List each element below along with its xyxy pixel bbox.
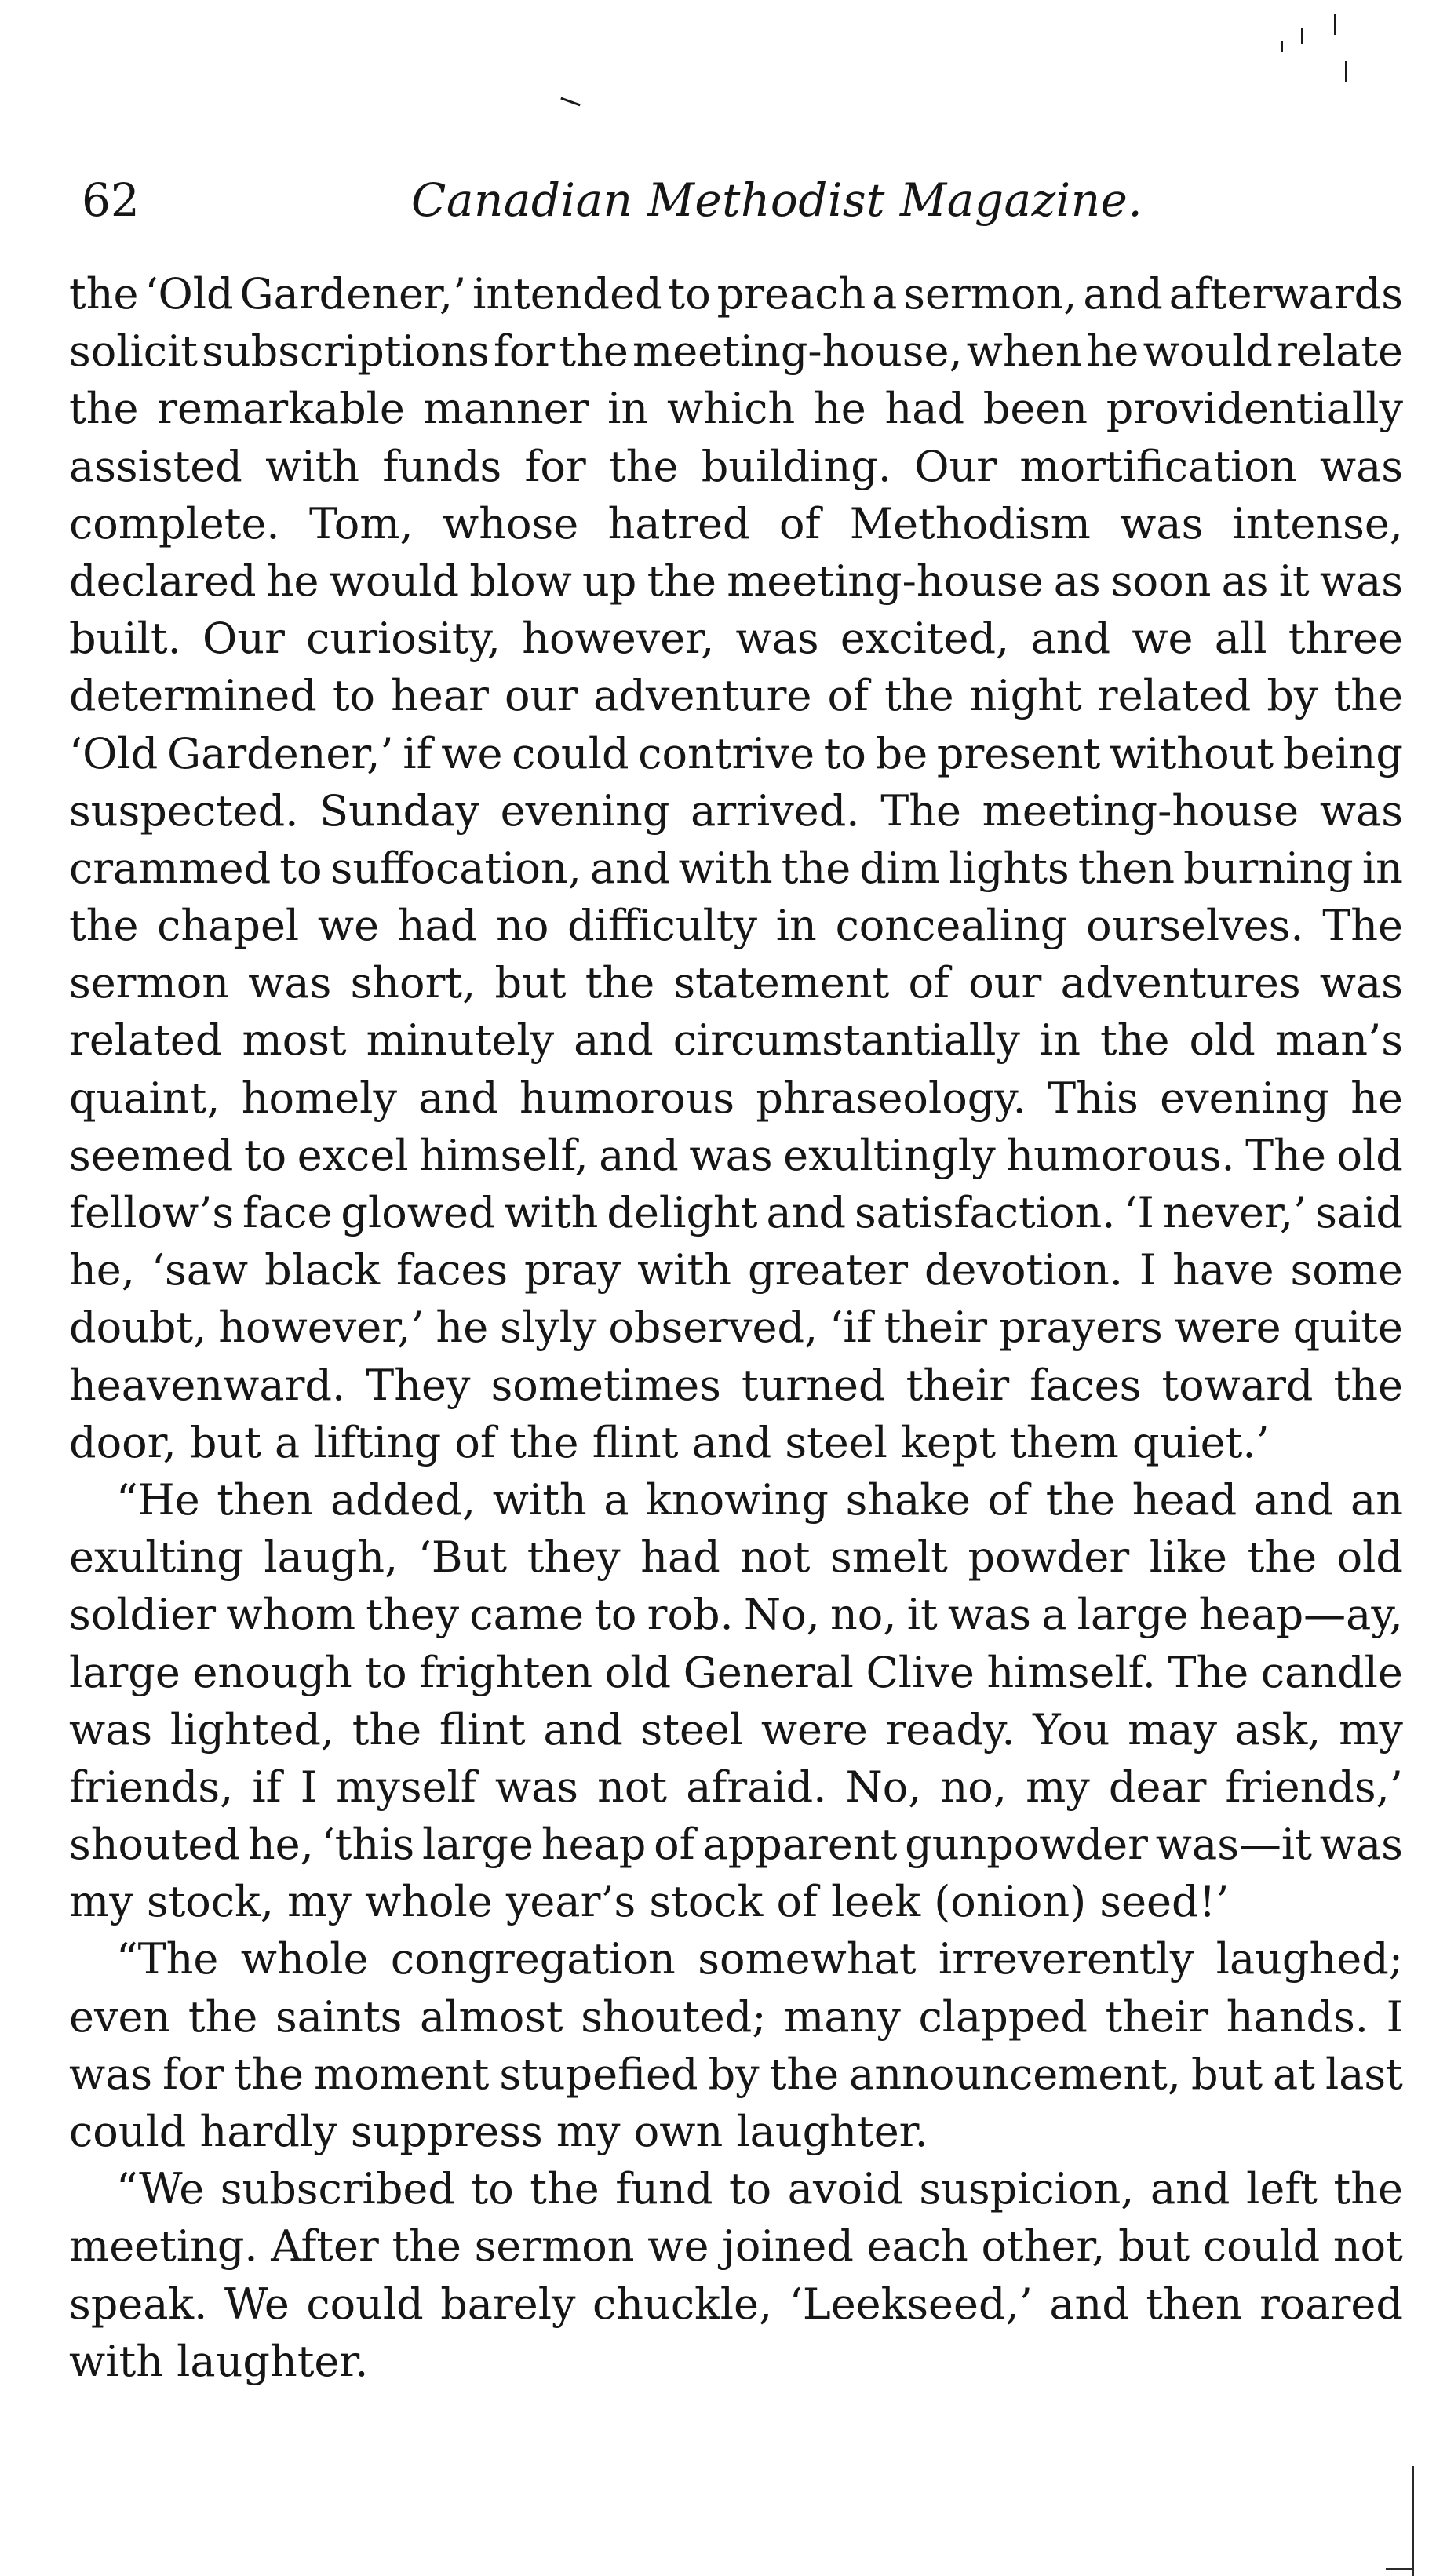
text-line: declared he would blow up the meeting-house as soon as it was	[69, 556, 1403, 606]
text-line: could hardly suppress my own laughter.	[69, 2107, 928, 2156]
paragraph	[69, 1930, 1403, 2160]
text-line: crammed to suffocation, and with the dim lights then burning in	[69, 843, 1403, 893]
text-line: built. Our curiosity, however, was excited, and we all three	[69, 614, 1403, 664]
text-line: large enough to frighten old General Clive himself. The candle	[69, 1647, 1403, 1697]
text-line: the remarkable manner in which he had been providentially	[69, 384, 1403, 434]
page-edge-mark	[1412, 2466, 1414, 2576]
text-line: soldier whom they came to rob. No, no, it was a large heap—ay,	[69, 1590, 1403, 1640]
text-line: quaint, homely and humorous phraseology. This evening he	[69, 1073, 1403, 1123]
text-line: was for the moment stupefied by the announcement, but at last	[69, 2049, 1403, 2099]
text-line: complete. Tom, whose hatred of Methodism was intense,	[69, 498, 1403, 548]
paragraph	[69, 265, 1403, 1471]
print-speck	[1281, 41, 1283, 52]
text-line: shouted he, ‘this large heap of apparent gunpowder was—it was	[69, 1820, 1403, 1870]
text-line: he, ‘saw black faces pray with greater devotion. I have some	[69, 1245, 1403, 1295]
text-line: my stock, my whole year’s stock of leek (onion) seed!’	[69, 1877, 1230, 1927]
text-line: assisted with funds for the building. Our mortification was	[69, 441, 1403, 491]
page-edge-mark	[1386, 2568, 1414, 2570]
text-line: ‘Old Gardener,’ if we could contrive to be present without being	[69, 728, 1403, 778]
text-line: speak. We could barely chuckle, ‘Leekseed,’ and then roared	[69, 2279, 1403, 2329]
text-line: was lighted, the flint and steel were ready. You may ask, my	[69, 1704, 1403, 1754]
text-line: with laughter.	[69, 2336, 369, 2386]
text-line: meeting. After the sermon we joined each other, but could not	[69, 2221, 1403, 2272]
text-line: even the saints almost shouted; many clapped their hands. I	[69, 1991, 1403, 2042]
text-line: seemed to excel himself, and was exultingly humorous. The old	[69, 1130, 1403, 1180]
text-line: “He then added, with a knowing shake of the head and an	[116, 1474, 1403, 1525]
text-line: “We subscribed to the fund to avoid suspicion, and left the	[116, 2164, 1403, 2214]
text-line: related most minutely and circumstantially in the old man’s	[69, 1015, 1403, 1066]
text-line: sermon was short, but the statement of our adventures was	[69, 958, 1403, 1008]
text-line: heavenward. They sometimes turned their faces toward the	[69, 1360, 1403, 1410]
text-line: “The whole congregation somewhat irreverently laughed;	[116, 1934, 1403, 1984]
text-line: the ‘Old Gardener,’ intended to preach a sermon, and afterwards	[69, 269, 1403, 319]
text-line: determined to hear our adventure of the night related by the	[69, 671, 1403, 721]
text-line: door, but a lifting of the flint and steel kept them quiet.’	[69, 1417, 1270, 1467]
print-speck	[560, 97, 580, 107]
text-line: solicit subscriptions for the meeting-house, when he would relate	[69, 326, 1403, 377]
text-line: friends, if I myself was not afraid. No, no, my dear friends,’	[69, 1762, 1403, 1812]
print-speck	[1334, 14, 1336, 35]
text-line: the chapel we had no difficulty in concealing ourselves. The	[69, 901, 1403, 951]
page-header	[82, 169, 1400, 231]
page-number: 62	[82, 173, 140, 227]
paragraph	[69, 2160, 1403, 2390]
body-text	[69, 265, 1403, 2390]
text-line: exulting laugh, ‘But they had not smelt powder like the old	[69, 1532, 1403, 1583]
paragraph	[69, 1471, 1403, 1931]
running-title: Canadian Methodist Magazine.	[411, 173, 1143, 227]
print-speck	[1345, 61, 1347, 82]
text-line: doubt, however,’ he slyly observed, ‘if their prayers were quite	[69, 1303, 1403, 1353]
text-line: fellow’s face glowed with delight and satisfaction. ‘I never,’ said	[69, 1188, 1403, 1237]
text-line: suspected. Sunday evening arrived. The meeting-house was	[69, 785, 1403, 836]
print-speck	[1301, 28, 1303, 44]
